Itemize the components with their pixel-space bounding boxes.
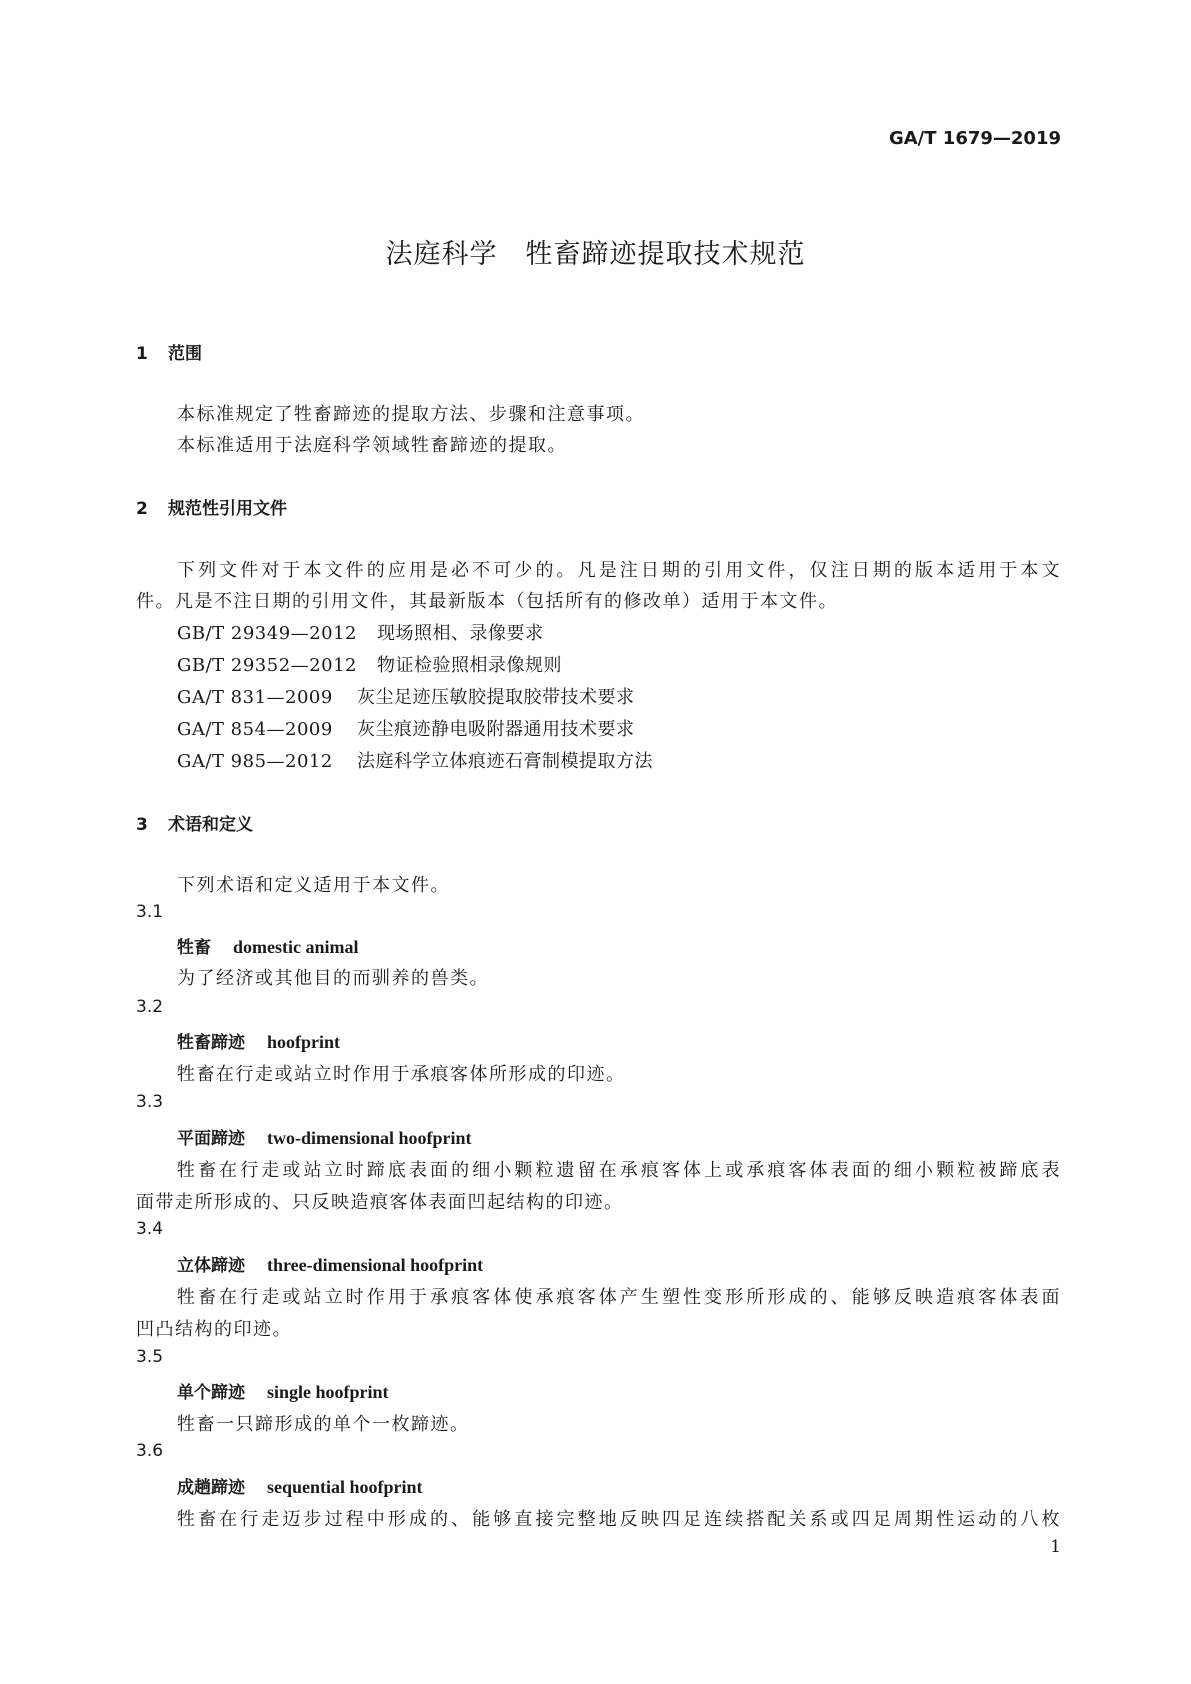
- paragraph: 下列术语和定义适用于本文件。: [177, 875, 450, 896]
- term-zh: 平面蹄迹: [177, 1129, 245, 1149]
- term-zh: 单个蹄迹: [177, 1383, 245, 1403]
- reference-item: [177, 651, 562, 677]
- term-heading: [177, 933, 359, 958]
- section-2-heading: [136, 494, 287, 519]
- term-heading: [177, 1124, 472, 1149]
- term-heading: [177, 1251, 483, 1276]
- reference-item: [177, 715, 635, 741]
- reference-item: [177, 619, 544, 645]
- reference-code: GB/T 29349—2012: [177, 623, 357, 644]
- term-zh: 立体蹄迹: [177, 1256, 245, 1276]
- standard-code: GA/T 1679—2019: [888, 128, 1061, 149]
- term-number: 3.2: [136, 997, 164, 1017]
- reference-name: 灰尘痕迹静电吸附器通用技术要求: [357, 719, 635, 740]
- term-heading: [177, 1473, 423, 1498]
- page-title: 法庭科学 牲畜蹄迹提取技术规范: [385, 239, 806, 270]
- reference-code: GA/T 831—2009: [177, 687, 333, 708]
- section-number: 2: [136, 499, 148, 519]
- reference-name: 灰尘足迹压敏胶提取胶带技术要求: [357, 687, 635, 708]
- paragraph: 件。凡是不注日期的引用文件，其最新版本（包括所有的修改单）适用于本文件。: [136, 591, 838, 612]
- term-definition: 牲畜在行走或站立时作用于承痕客体所形成的印迹。: [177, 1064, 626, 1085]
- term-definition: 为了经济或其他目的而驯养的兽类。: [177, 968, 489, 989]
- reference-code: GA/T 985—2012: [177, 751, 333, 772]
- reference-code: GA/T 854—2009: [177, 719, 333, 740]
- section-title: 规范性引用文件: [168, 499, 287, 519]
- term-en: three-dimensional hoofprint: [267, 1255, 484, 1275]
- reference-name: 现场照相、录像要求: [377, 623, 544, 644]
- section-number: 3: [136, 815, 148, 835]
- term-number: 3.6: [136, 1441, 164, 1461]
- reference-name: 物证检验照相录像规则: [377, 655, 562, 676]
- page-number: 1: [1050, 1537, 1061, 1557]
- term-en: sequential hoofprint: [267, 1477, 423, 1497]
- term-number: 3.3: [136, 1092, 164, 1112]
- reference-name: 法庭科学立体痕迹石膏制模提取方法: [357, 751, 653, 772]
- term-number: 3.5: [136, 1347, 164, 1367]
- reference-item: [177, 747, 653, 773]
- term-heading: [177, 1028, 340, 1053]
- term-en: two-dimensional hoofprint: [267, 1128, 472, 1148]
- term-definition: 凹凸结构的印迹。: [136, 1319, 292, 1340]
- term-en: single hoofprint: [267, 1382, 389, 1402]
- term-zh: 牲畜: [177, 938, 211, 958]
- reference-item: [177, 683, 635, 709]
- term-zh: 牲畜蹄迹: [177, 1033, 245, 1053]
- term-zh: 成趟蹄迹: [177, 1478, 245, 1498]
- term-number: 3.1: [136, 902, 164, 922]
- section-1-heading: [136, 339, 202, 364]
- term-number: 3.4: [136, 1219, 164, 1239]
- reference-code: GB/T 29352—2012: [177, 655, 357, 676]
- term-definition: 牲畜在行走或站立时蹄底表面的细小颗粒遗留在承痕客体上或承痕客体表面的细小颗粒被蹄底表: [177, 1160, 1061, 1181]
- term-en: hoofprint: [267, 1032, 341, 1052]
- paragraph: 本标准适用于法庭科学领域牲畜蹄迹的提取。: [177, 435, 567, 456]
- term-heading: [177, 1378, 389, 1403]
- section-title: 术语和定义: [168, 815, 253, 835]
- section-3-heading: [136, 810, 253, 835]
- paragraph: 下列文件对于本文件的应用是必不可少的。凡是注日期的引用文件，仅注日期的版本适用于本文: [177, 560, 1061, 581]
- term-definition: 牲畜在行走迈步过程中形成的、能够直接完整地反映四足连续搭配关系或四足周期性运动的八枚: [177, 1509, 1061, 1530]
- paragraph: 本标准规定了牲畜蹄迹的提取方法、步骤和注意事项。: [177, 404, 645, 425]
- term-definition: 牲畜一只蹄形成的单个一枚蹄迹。: [177, 1414, 470, 1435]
- term-definition: 牲畜在行走或站立时作用于承痕客体使承痕客体产生塑性变形所形成的、能够反映造痕客体表面: [177, 1287, 1061, 1308]
- section-number: 1: [136, 344, 148, 364]
- term-en: domestic animal: [233, 937, 359, 957]
- term-definition: 面带走所形成的、只反映造痕客体表面凹起结构的印迹。: [136, 1192, 624, 1213]
- section-title: 范围: [168, 344, 202, 364]
